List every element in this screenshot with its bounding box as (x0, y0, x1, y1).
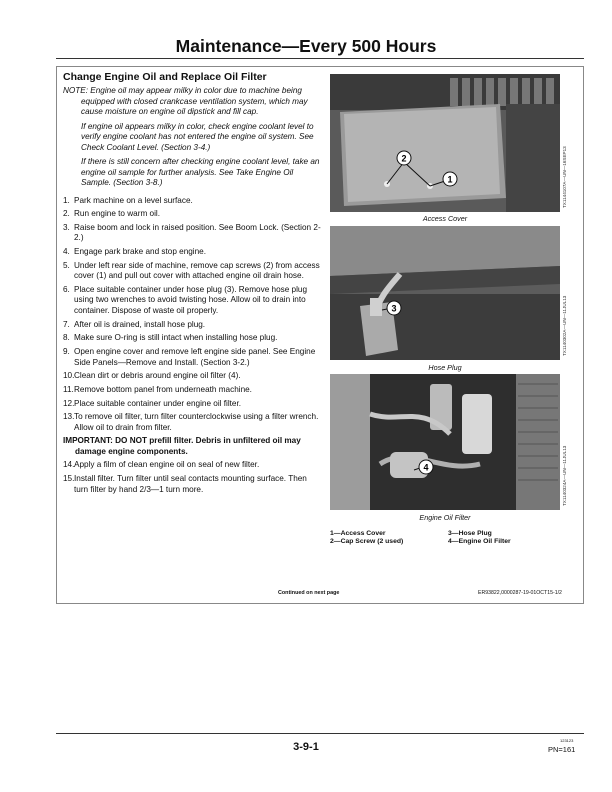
bottom-rule (56, 733, 584, 734)
step-item (63, 320, 321, 331)
legend-item: 1—Access Cover (330, 530, 386, 537)
step-item (63, 196, 321, 207)
step-number: 11. (63, 384, 74, 394)
step-item (63, 247, 321, 258)
legend-item: 3—Hose Plug (448, 530, 492, 537)
step-number: 7. (63, 319, 70, 329)
step-number: 3. (63, 222, 70, 232)
step-text: Apply a film of clean engine oil on seal of new filter. (74, 460, 260, 470)
step-item (63, 223, 321, 244)
step-item (63, 261, 321, 282)
steps-list (63, 196, 321, 434)
step-number: 8. (63, 333, 70, 343)
callout-4: 4 (423, 462, 429, 473)
hose-plug-figure (330, 226, 560, 360)
figure-caption: Hose Plug (428, 363, 462, 372)
note-paragraph: If engine oil appears milky in color, check engine coolant level to verify engine coolant has not entered the engine oil system. See Check Coolant Level. (Section 3-4.) (81, 121, 314, 152)
step-number: 14. (63, 460, 75, 470)
step-text: Park machine on a level surface. (74, 195, 193, 205)
figure-id: TX1140302A—UN—11JUL13 (562, 295, 567, 356)
instructions-column (63, 71, 321, 498)
step-item (63, 412, 321, 433)
step-number: 6. (63, 284, 70, 294)
step-number: 13. (63, 412, 75, 422)
figure-id: TX1140324A—UN—11JUL13 (562, 445, 567, 506)
note-paragraph: If there is still concern after checking engine coolant level, take an engine oil sample for further analysis. See Take Engine Oil Sample. (Section 3-8.) (81, 157, 320, 187)
step-item (63, 285, 321, 317)
step-text: Engage park brake and stop engine. (74, 247, 207, 257)
section-heading: Change Engine Oil and Replace Oil Filter (63, 71, 267, 83)
callout-2: 2 (401, 153, 407, 164)
step-number: 15. (63, 474, 75, 484)
step-text: Place suitable container under engine oil filter. (74, 398, 242, 408)
document-reference: ER93822,0000287-19-01OCT15-1/2 (478, 590, 562, 596)
small-code: 123123 (560, 738, 574, 743)
step-number: 1. (63, 195, 70, 205)
step-item (63, 399, 321, 410)
figure-legend (330, 530, 570, 545)
step-item (63, 474, 321, 495)
access-cover-figure (330, 74, 560, 212)
step-number: 9. (63, 347, 70, 356)
legend-item: 4—Engine Oil Filter (448, 538, 511, 545)
step-item (63, 209, 321, 220)
step-text: Clean dirt or debris around engine oil filter (4). (74, 371, 241, 381)
continued-note: Continued on next page (278, 590, 340, 596)
legend-item: 2—Cap Screw (2 used) (330, 538, 404, 545)
important-notice: IMPORTANT: DO NOT prefill filter. Debris in unfiltered oil may damage engine components. (63, 436, 301, 456)
step-number: 10. (63, 371, 75, 381)
step-text: Run engine to warm oil. (74, 209, 161, 219)
step-text: To remove oil filter, turn filter counterclockwise using a filter wrench. Allow oil to drain from filter. (74, 412, 319, 432)
step-text: Place suitable container under hose plug (3). Remove hose plug using two wrenches to avoid twisting hose. Allow oil to drain into container. Dispose of waste oil properly. (74, 284, 308, 315)
step-number: 4. (63, 247, 70, 257)
callout-3: 3 (391, 303, 397, 314)
step-text: Open engine cover and remove left engine side panel. See Engine Side Panels—Remove and Install. (Section 3-2.) (74, 347, 316, 367)
figure-id: TX1144107A—UN—16SEP13 (562, 146, 567, 208)
step-item (63, 371, 321, 382)
top-rule (56, 58, 584, 59)
figure-caption: Engine Oil Filter (419, 513, 471, 522)
note-paragraph: NOTE: Engine oil may appear milky in color due to machine being equipped with closed crankcase ventilation system, which may cause moisture on engine oil dipstick and fill cap. (63, 86, 308, 116)
figure-caption: Access Cover (422, 214, 468, 223)
step-item (63, 385, 321, 396)
page-number: 3-9-1 (293, 741, 319, 753)
steps-list-continued (63, 460, 321, 495)
page-title: Maintenance—Every 500 Hours (175, 36, 437, 56)
step-item (63, 460, 321, 471)
step-number: 5. (63, 260, 70, 270)
pn-label: PN=161 (548, 745, 576, 754)
step-text: Under left rear side of machine, remove cap screws (2) from access cover (1) and pull out cover with attached engine oil drain hose. (74, 260, 320, 281)
step-number: 2. (63, 209, 70, 219)
step-text: Raise boom and lock in raised position. See Boom Lock. (Section 2-2.) (74, 222, 321, 243)
step-text: After oil is drained, install hose plug. (74, 319, 206, 329)
callout-1: 1 (447, 174, 453, 185)
step-item (63, 347, 321, 368)
step-text: Remove bottom panel from underneath machine. (74, 384, 252, 394)
step-text: Install filter. Turn filter until seal contacts mounting surface. Then turn filter by hand 2/3—1 turn more. (74, 474, 307, 494)
engine-oil-filter-figure (330, 374, 560, 510)
step-text: Make sure O-ring is still intact when installing hose plug. (74, 333, 278, 343)
step-item (63, 333, 321, 344)
step-number: 12. (63, 398, 75, 408)
